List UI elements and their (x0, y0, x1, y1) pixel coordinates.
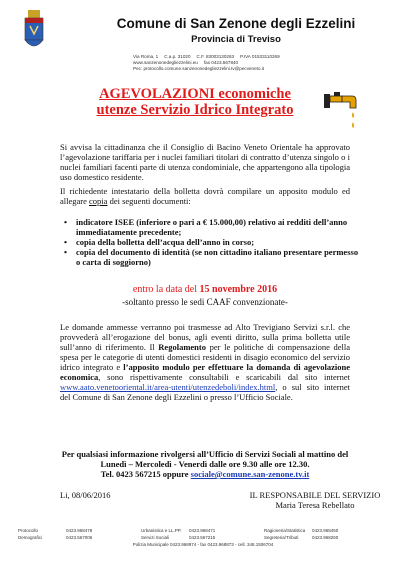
signature-name: Maria Teresa Rebellato (275, 500, 355, 510)
document-list (60, 217, 360, 267)
footer-phone-directory (18, 527, 388, 548)
municipal-crest-icon (22, 10, 46, 52)
list-item: • copia del documento di identità (se non cittadino italiano presentare permesso o carta di soggiorno) (70, 247, 360, 267)
footer-row: Protocollo 0423.968478 Urbanistica e LL.PP. 0423.968471 Ragioneria/Statistica 0423.968450 (18, 528, 339, 533)
footer-police-line: Polizia Municipale 0423.968974 - fax 0423.968873 - cell. 348.1506704 (132, 542, 274, 547)
signature-role: IL RESPONSABILE DEL SERVIZIO (249, 490, 381, 500)
list-item: • copia della bolletta dell’acqua dell’anno in corso; (70, 237, 360, 247)
social-office-email-link[interactable]: sociale@comune.san-zenone.tv.it (190, 469, 310, 479)
province-name: Provincia di Treviso (191, 34, 281, 45)
municipality-name: Comune di San Zenone degli Ezzelini (116, 16, 356, 31)
aato-website-link[interactable]: www.aato.veneto​oriental.it/area-utenti/utenzedeboli/index.html (60, 382, 276, 392)
contact-pec-line: Pec: protocollo.comune.sanzenonedegliezzelini.tv@pecveneto.it (133, 66, 265, 71)
deadline-text: entro la data del 15 novembre 2016 (132, 284, 278, 295)
procedure-paragraph: Le domande ammesse verranno poi trasmesse ad Alto Trevigiano Servizi s.r.l. che provvederà all’erogazione del bonus, agli eventi diritto, sulla prima bolletta utile sull’anno di riferimento. Il Regolamento per le politiche di compensazione della spesa per le categorie di utenti domestici residenti in disagio economico del servizio idrico integrato e l’apposito modulo per effettuare la domanda di agevolazione economica, sono rispettivamente consultabili e scaricabili dal sito internet www.aato.veneto​oriental.it/area-utenti/utenzedeboli/index.html, o sul sito internet del Comune di San Zenone degli Ezzelini o presso l’Ufficio Sociale. (60, 322, 350, 402)
intro-paragraph: Si avvisa la cittadinanza che il Consiglio di Bacino Veneto Orientale ha approvato l’agevolazione tariffaria per i nuclei familiari titolari di contratto d’utenza singolo o i nuclei familiari facenti parte di utenza condominiale, che appartengono alla tipologia uso domestico residente. (60, 142, 350, 182)
caaf-note: -soltanto presso le sedi CAAF convenzionate- (122, 297, 288, 307)
contact-address-line: Via Roma, 1 C.a.p. 31020 C.F. 83003130263 P.IVA 01533110269 (133, 54, 280, 59)
requirements-paragraph: Il richiedente intestatario della bolletta dovrà compilare un apposito modulo ed allegare copia dei seguenti documenti: (60, 186, 350, 206)
list-item: • indicatore ISEE (inferiore o pari a € 15.000,00) relativo ai redditi dell’anno immediatamente precedente; (70, 217, 360, 237)
water-tap-icon (322, 90, 362, 130)
contact-info: Per qualsiasi informazione rivolgersi all’Ufficio di Servizi Sociali al mattino del Lunedì – Mercoledì - Venerdì dalle ore 9.30 alle ore 12.30. Tel. 0423 567215 oppure sociale@comune.san-zenone.tv.it (61, 449, 349, 479)
notice-title-line2: utenze Servizio Idrico Integrato (96, 102, 294, 118)
notice-title-line1: AGEVOLAZIONI economiche (99, 86, 291, 102)
footer-row: Demografici 0423.567006 Servizi Sociali 0423.567215 Segreteria/Tributi 0423.968260 (18, 535, 339, 540)
place-date: Li, 08/06/2016 (60, 490, 111, 500)
contact-web-line: www.sanzenonedegliezzelini.eu fax 0423.567840 (133, 60, 239, 65)
